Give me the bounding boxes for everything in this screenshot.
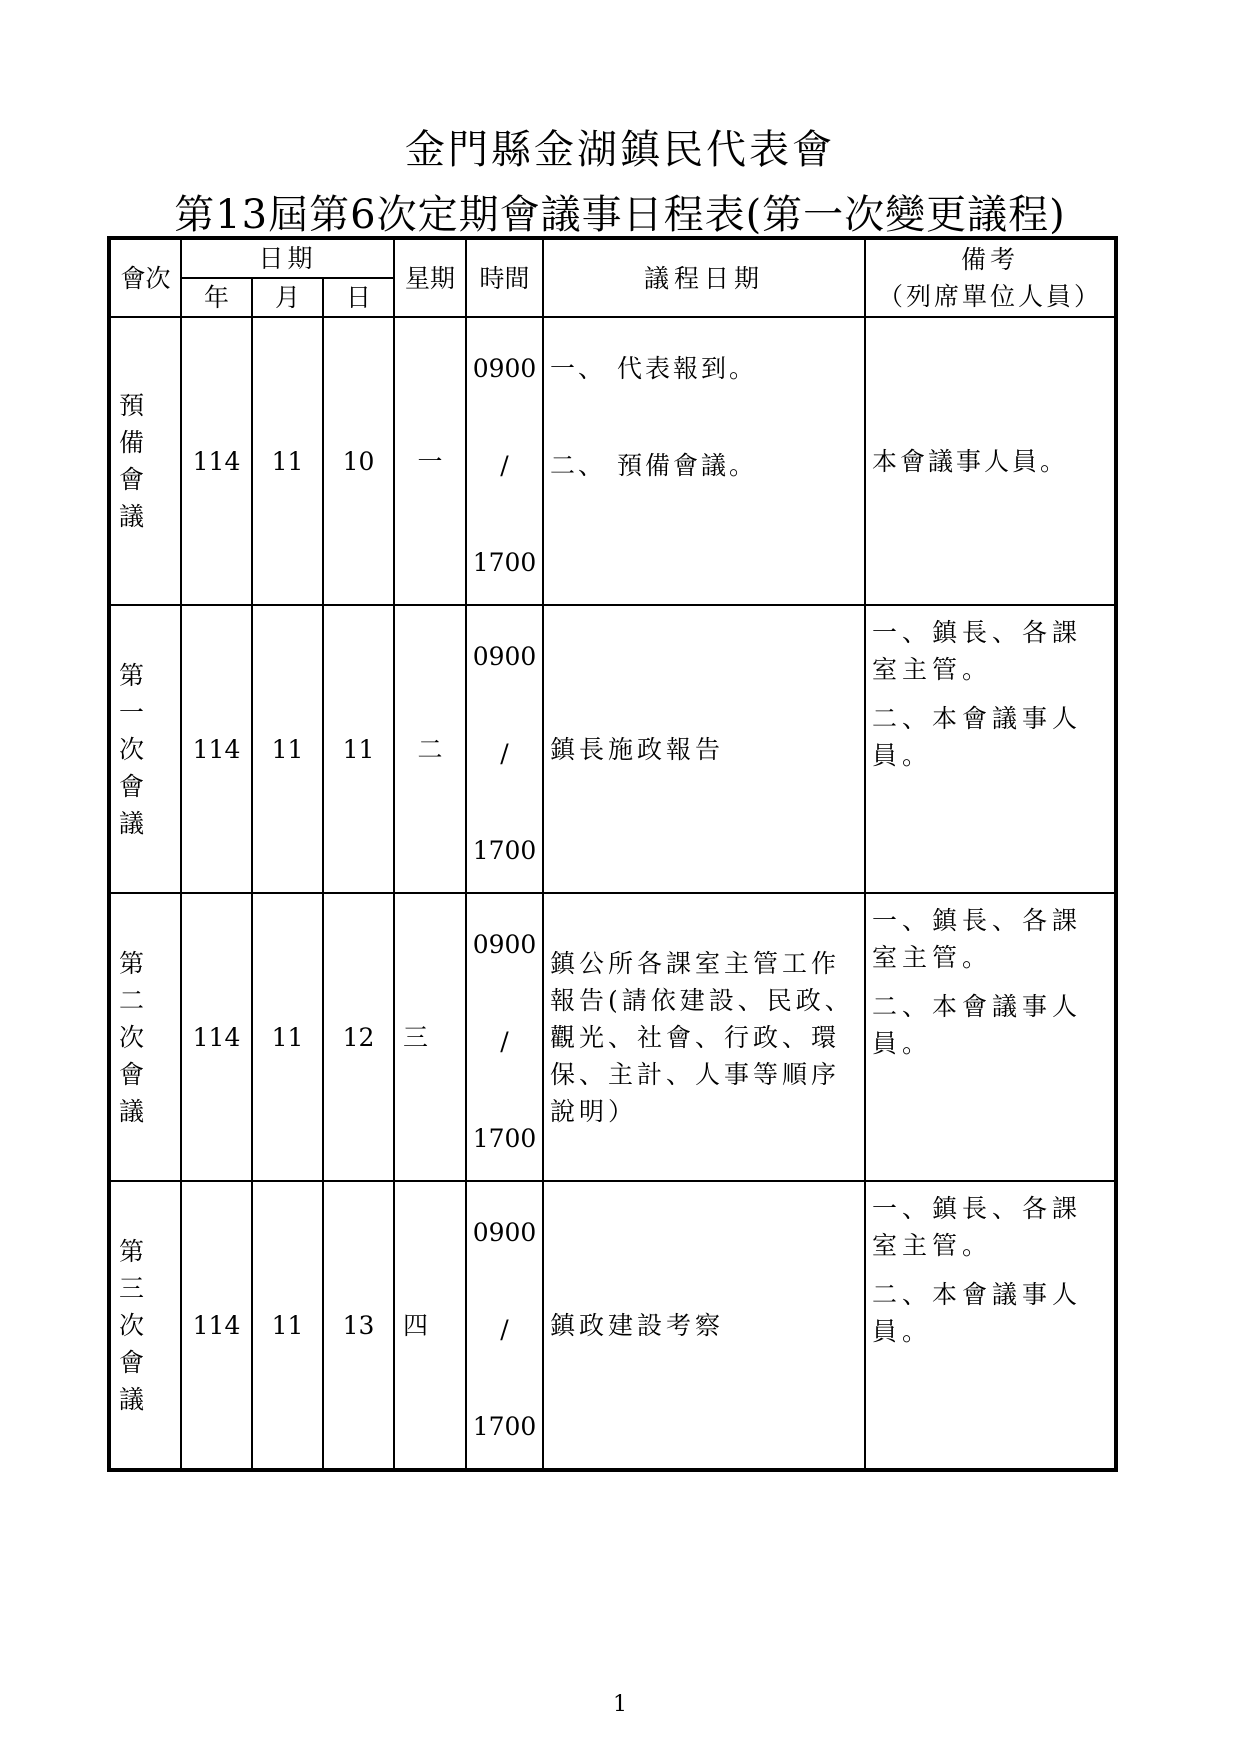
- remark-cell: [865, 893, 1116, 1181]
- header-remarks-line2: （列席單位人員）: [878, 282, 1103, 311]
- day-cell: 12: [323, 893, 394, 1181]
- month-cell: 11: [252, 317, 323, 605]
- remark-item: 二、本會議事人員。: [872, 1280, 1083, 1346]
- remark-item: 二、本會議事人員。: [872, 992, 1083, 1058]
- day-cell: 10: [323, 317, 394, 605]
- year-cell: 114: [181, 893, 252, 1181]
- agenda-cell: [543, 317, 865, 605]
- time-separator: /: [500, 739, 509, 768]
- weekday-cell: 二: [394, 605, 466, 893]
- year-cell: 114: [181, 605, 252, 893]
- session-label-line: 議: [119, 1096, 151, 1126]
- header-agenda: 議程日期: [543, 238, 865, 317]
- session-label-line: 次會: [119, 1022, 151, 1089]
- session-label-line: 第一: [119, 660, 151, 727]
- remark-item: 二、本會議事人員。: [872, 704, 1083, 770]
- remark-cell: 本會議事人員。: [865, 317, 1116, 605]
- time-end: 1700: [472, 836, 537, 865]
- remark-cell: [865, 1181, 1116, 1470]
- header-row-1: [109, 238, 1116, 278]
- session-label-line: 次會: [119, 734, 151, 801]
- header-remarks-line1: 備考: [961, 245, 1020, 274]
- time-end: 1700: [472, 1124, 537, 1153]
- header-weekday: 星期: [394, 238, 466, 317]
- time-cell: [466, 605, 543, 893]
- day-cell: 11: [323, 605, 394, 893]
- weekday-cell: 四: [394, 1181, 466, 1470]
- month-cell: 11: [252, 1181, 323, 1470]
- day-cell: 13: [323, 1181, 394, 1470]
- session-label-line: 議: [119, 1384, 151, 1414]
- session-cell: [109, 605, 181, 893]
- remark-cell: [865, 605, 1116, 893]
- table-row: [109, 1181, 1116, 1470]
- session-cell: [109, 893, 181, 1181]
- session-label-line: 第三: [119, 1236, 151, 1303]
- agenda-item: 二、 預備會議。: [550, 451, 757, 480]
- session-label-line: 次會: [119, 1310, 151, 1377]
- remark-item: 一、鎮長、各課室主管。: [872, 906, 1083, 972]
- table-row: [109, 893, 1116, 1181]
- time-start: 0900: [472, 1218, 537, 1247]
- time-separator: /: [500, 1027, 509, 1056]
- time-end: 1700: [472, 1412, 537, 1441]
- time-cell: [466, 317, 543, 605]
- time-cell: [466, 1181, 543, 1470]
- remark-item: 一、鎮長、各課室主管。: [872, 1194, 1083, 1260]
- session-label-line: 第二: [119, 948, 151, 1015]
- year-cell: 114: [181, 1181, 252, 1470]
- weekday-cell: 三: [394, 893, 466, 1181]
- month-cell: 11: [252, 893, 323, 1181]
- header-date: 日期: [181, 238, 394, 278]
- document-title: 金門縣金湖鎮民代表會: [405, 127, 835, 173]
- session-cell: [109, 1181, 181, 1470]
- month-cell: 11: [252, 605, 323, 893]
- document-subtitle: 第13屆第6次定期會議事日程表(第一次變更議程): [174, 192, 1066, 238]
- header-session: 會次: [109, 238, 181, 317]
- time-start: 0900: [472, 930, 537, 959]
- page-number: 1: [613, 1692, 627, 1717]
- header-remarks: [865, 238, 1116, 317]
- agenda-cell: 鎮公所各課室主管工作報告(請依建設、民政、觀光、社會、行政、環保、主計、人事等順序說明）: [543, 893, 865, 1181]
- agenda-item: 一、 代表報到。: [550, 354, 757, 383]
- schedule-table: [107, 236, 1118, 1472]
- agenda-cell: 鎮政建設考察: [543, 1181, 865, 1470]
- session-label-line: 預備: [119, 391, 151, 457]
- agenda-cell: 鎮長施政報告: [543, 605, 865, 893]
- year-cell: 114: [181, 317, 252, 605]
- header-month: 月: [252, 278, 323, 317]
- header-time: 時間: [466, 238, 543, 317]
- time-start: 0900: [472, 354, 537, 383]
- time-start: 0900: [472, 642, 537, 671]
- session-label-line: 會議: [119, 465, 151, 531]
- session-cell: [109, 317, 181, 605]
- table-row: [109, 605, 1116, 893]
- session-label-line: 議: [119, 808, 151, 838]
- header-day: 日: [323, 278, 394, 317]
- header-year: 年: [181, 278, 252, 317]
- time-end: 1700: [472, 548, 537, 577]
- time-separator: /: [500, 451, 509, 480]
- table-row: [109, 317, 1116, 605]
- time-cell: [466, 893, 543, 1181]
- weekday-cell: 一: [394, 317, 466, 605]
- time-separator: /: [500, 1315, 509, 1344]
- remark-item: 一、鎮長、各課室主管。: [872, 618, 1083, 684]
